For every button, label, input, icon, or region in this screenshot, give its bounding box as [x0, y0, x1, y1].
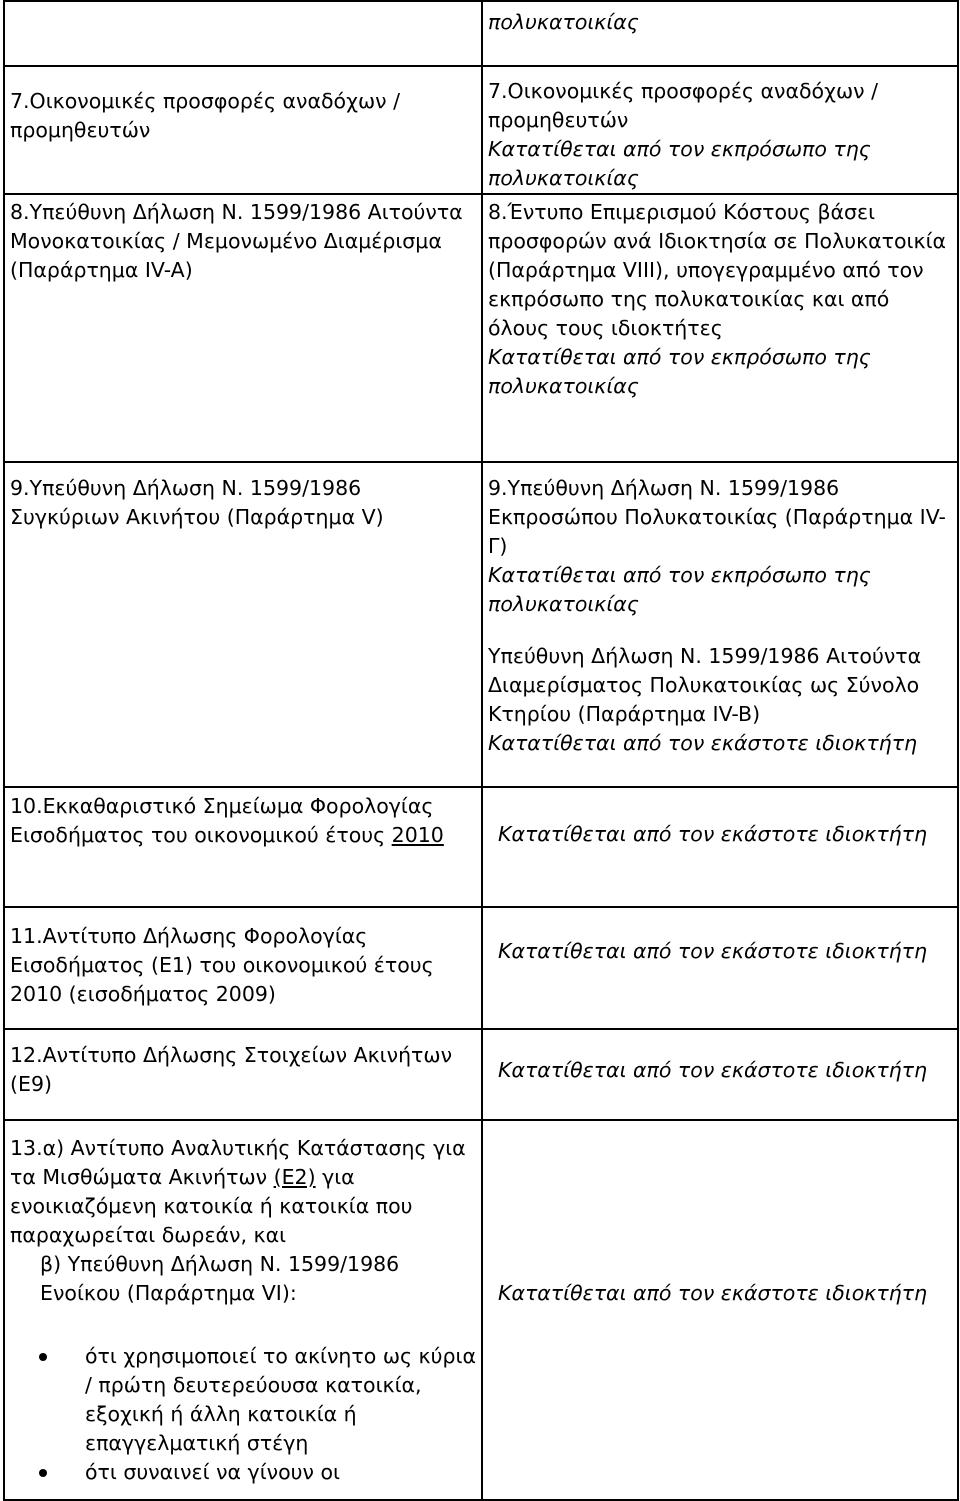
submitted-by-note: Κατατίθεται από τον εκπρόσωπο της πολυκατοικίας — [488, 563, 871, 616]
documents-table — [3, 0, 959, 1501]
document-item: 10.Εκκαθαριστικό Σημείωμα Φορολογίας Εισοδήματος του οικονομικού έτους 2010 — [10, 794, 444, 847]
right-cell — [482, 1, 958, 66]
left-cell — [4, 194, 482, 462]
document-item: 11.Αντίτυπο Δήλωσης Φορολογίας Εισοδήματος (Ε1) του οικονομικού έτους 2010 (εισοδήματος 2009) — [10, 924, 434, 1006]
document-item: 8.Υπεύθυνη Δήλωση Ν. 1599/1986 Αιτούντα Μονοκατοικίας / Μεμονωμένο Διαμέρισμα (Παράρτημα IV-A) — [10, 200, 463, 282]
right-cell — [482, 1029, 958, 1120]
table-row — [4, 1029, 958, 1120]
document-item: 13.α) Αντίτυπο Αναλυτικής Κατάστασης για τα Μισθώματα Ακινήτων (Ε2) για ενοικιαζόμενη κατοικία ή κατοικία που παραχωρείται δωρεάν, και — [10, 1136, 466, 1247]
document-item: 9.Υπεύθυνη Δήλωση Ν. 1599/1986 Συγκύριων Ακινήτου (Παράρτημα V) — [10, 476, 384, 529]
table-row — [4, 194, 958, 462]
right-cell — [482, 787, 958, 907]
document-item: 7.Οικονομικές προσφορές αναδόχων / προμηθευτών — [488, 79, 878, 132]
submitted-by-note: Κατατίθεται από τον εκάστοτε ιδιοκτήτη — [498, 939, 927, 963]
right-cell — [482, 1120, 958, 1500]
table-row — [4, 1, 958, 66]
document-item: Υπεύθυνη Δήλωση Ν. 1599/1986 Αιτούντα Διαμερίσματος Πολυκατοικίας ως Σύνολο Κτηρίου (Παράρτημα IV-B) — [488, 644, 922, 726]
left-cell — [4, 462, 482, 787]
right-cell — [482, 462, 958, 787]
document-item: 7.Οικονομικές προσφορές αναδόχων / προμηθευτών — [10, 89, 400, 142]
submitted-by-note: πολυκατοικίας — [488, 10, 639, 34]
right-cell — [482, 907, 958, 1029]
left-cell — [4, 1029, 482, 1120]
submitted-by-note: Κατατίθεται από τον εκπρόσωπο της πολυκατοικίας — [488, 345, 871, 398]
table-row — [4, 1120, 958, 1500]
submitted-by-note: Κατατίθεται από τον εκάστοτε ιδιοκτήτη — [498, 1058, 927, 1082]
submitted-by-note: Κατατίθεται από τον εκάστοτε ιδιοκτήτη — [498, 1281, 927, 1305]
bullet-list — [10, 1342, 477, 1487]
left-cell — [4, 66, 482, 194]
submitted-by-note: Κατατίθεται από τον εκάστοτε ιδιοκτήτη — [488, 731, 917, 755]
table-row — [4, 907, 958, 1029]
submitted-by-note: Κατατίθεται από τον εκπρόσωπο της πολυκατοικίας — [488, 137, 871, 190]
right-cell — [482, 66, 958, 194]
table-row — [4, 787, 958, 907]
submitted-by-note: Κατατίθεται από τον εκάστοτε ιδιοκτήτη — [498, 822, 927, 846]
document-subitem: β) Υπεύθυνη Δήλωση Ν. 1599/1986 Ενοίκου (Παράρτημα VI): — [40, 1252, 400, 1305]
right-cell — [482, 194, 958, 462]
document-item: 9.Υπεύθυνη Δήλωση Ν. 1599/1986 Εκπροσώπου Πολυκατοικίας (Παράρτημα IV-Γ) — [488, 476, 946, 558]
left-cell — [4, 907, 482, 1029]
document-item: 8.Έντυπο Επιμερισμού Κόστους βάσει προσφορών ανά Ιδιοκτησία σε Πολυκατοικία (Παράρτημα VIII), υπογεγραμμένο από τον εκπρόσωπο της πολυκατοικίας και από όλους τους ιδιοκτήτες — [488, 200, 947, 340]
left-cell — [4, 787, 482, 907]
left-cell — [4, 1, 482, 66]
left-cell — [4, 1120, 482, 1500]
document-item: 12.Αντίτυπο Δήλωσης Στοιχείων Ακινήτων (Ε9) — [10, 1043, 453, 1096]
table-row — [4, 66, 958, 194]
table-row — [4, 462, 958, 787]
list-item: ότι χρησιμοποιεί το ακίνητο ως κύρια / πρώτη δευτερεύουσα κατοικία, εξοχική ή άλλη κατοικία ή επαγγελματική στέγη — [85, 1342, 477, 1458]
list-item: ότι συναινεί να γίνουν οι — [85, 1458, 477, 1487]
